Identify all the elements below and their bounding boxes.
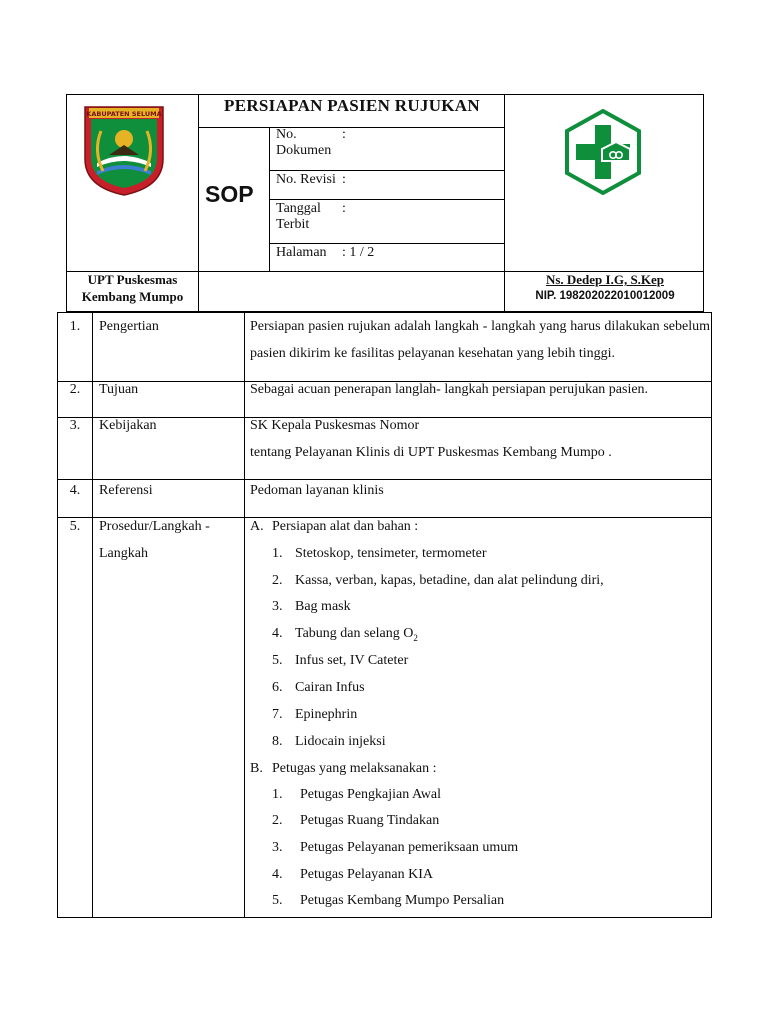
list-number: 2. [272, 813, 283, 828]
list-number: 4. [272, 867, 283, 882]
row-text-referensi: Pedoman layanan klinis [250, 483, 384, 498]
sop-header [66, 94, 704, 312]
list-number: 6. [272, 680, 283, 695]
list-item: Tabung dan selang O [295, 626, 414, 641]
section-b-title: Petugas yang melaksanakan : [272, 761, 437, 776]
list-item: Petugas Kembang Mumpo Persalian [300, 893, 505, 908]
list-number: 3. [272, 840, 283, 855]
list-number: 1. [272, 787, 283, 802]
list-item: Petugas Pengkajian Awal [300, 787, 442, 802]
list-item: Stetoskop, tensimeter, termometer [295, 546, 487, 561]
list-number: 5. [272, 653, 283, 668]
meta-value: : [342, 201, 346, 216]
list-item: Bag mask [295, 599, 351, 614]
meta-tanggal-terbit [276, 201, 346, 233]
list-number: 4. [272, 626, 283, 641]
row-text-kebijakan-2: tentang Pelayanan Klinis di UPT Puskesmas Kembang Mumpo . [250, 445, 612, 460]
row-number: 1. [69, 319, 81, 334]
meta-value: : 1 / 2 [342, 245, 375, 260]
section-b-marker: B. [250, 761, 263, 776]
seal-lettering: KABUPATEN SELUMA [86, 110, 162, 118]
row-text-kebijakan-1: SK Kepala Puskesmas Nomor [250, 418, 420, 433]
list-number: 7. [272, 707, 283, 722]
row-number: 4. [69, 483, 81, 498]
row-label-tujuan: Tujuan [99, 382, 139, 397]
row-number: 2. [69, 382, 81, 397]
row-text-pengertian: Persiapan pasien rujukan adalah langkah - langkah yang harus dilakukan sebelum pasien dikirim ke fasilitas pelayanan kesehatan yang lebih tinggi. [250, 319, 710, 361]
signer-name: Ns. Dedep I.G, S.Kep [545, 272, 665, 287]
list-item: Infus set, IV Cateter [295, 653, 409, 668]
meta-label: No. Dokumen [276, 127, 332, 158]
meta-label: Tanggal Terbit [276, 201, 321, 232]
meta-label: No. Revisi [276, 172, 336, 187]
row-label-kebijakan: Kebijakan [99, 418, 157, 433]
meta-halaman [276, 245, 374, 261]
institution-name: UPT Puskesmas Kembang Mumpo [81, 272, 184, 304]
list-number: 5. [272, 893, 283, 908]
list-item: Petugas Pelayanan pemeriksaan umum [300, 840, 519, 855]
signer-nip: NIP. 198202022010012009 [535, 290, 675, 302]
row-label-pengertian: Pengertian [99, 319, 159, 334]
row-number: 5. [69, 519, 81, 534]
sop-label: SOP [205, 181, 254, 207]
row-text-tujuan: Sebagai acuan penerapan langlah- langkah persiapan perujukan pasien. [250, 382, 649, 397]
subscript: 2 [413, 632, 418, 643]
list-number: 1. [272, 546, 283, 561]
row-label-prosedur: Prosedur/Langkah - Langkah [99, 519, 210, 561]
regency-seal-logo [79, 101, 169, 197]
meta-value: : [342, 127, 346, 142]
list-item: Epinephrin [295, 707, 358, 722]
signature-block [505, 272, 705, 304]
sop-content-table [57, 312, 712, 918]
section-a-title: Persiapan alat dan bahan : [272, 519, 419, 534]
list-number: 8. [272, 734, 283, 749]
list-item: Kassa, verban, kapas, betadine, dan alat pelindung diri, [295, 573, 604, 588]
list-number: 2. [272, 573, 283, 588]
row-number: 3. [69, 418, 81, 433]
meta-no-revisi [276, 172, 346, 188]
meta-no-dokumen [276, 127, 346, 159]
section-a-marker: A. [250, 519, 264, 534]
list-item: Lidocain injeksi [295, 734, 386, 749]
puskesmas-logo [564, 109, 642, 195]
list-item: Petugas Pelayanan KIA [300, 867, 433, 882]
row-label-referensi: Referensi [99, 483, 153, 498]
document-title: PERSIAPAN PASIEN RUJUKAN [224, 96, 480, 115]
meta-label: Halaman [276, 245, 327, 260]
list-item: Cairan Infus [295, 680, 365, 695]
list-number: 3. [272, 599, 283, 614]
list-item: Petugas Ruang Tindakan [300, 813, 440, 828]
meta-value: : [342, 172, 346, 187]
